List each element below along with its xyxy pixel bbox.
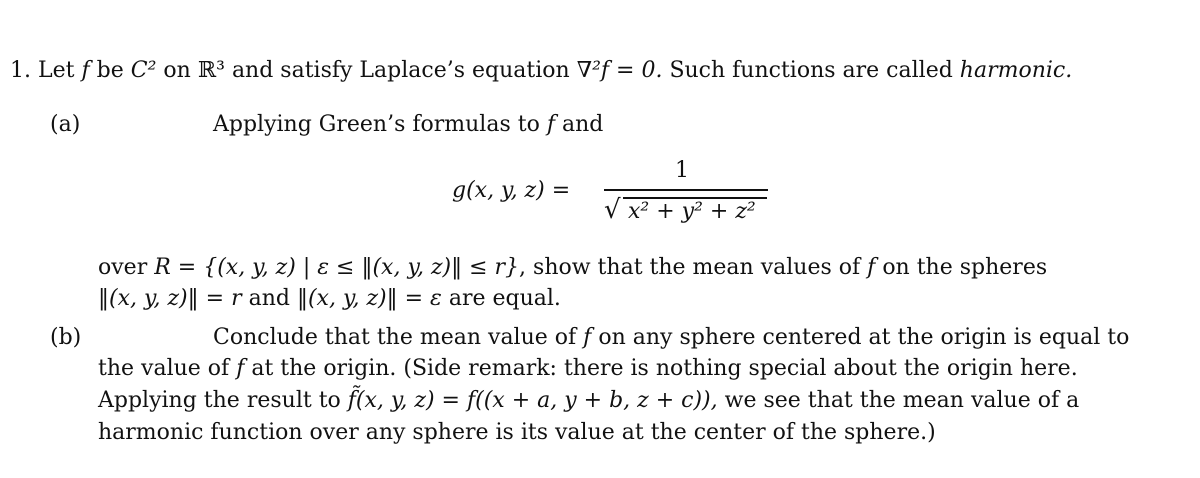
part-b-line-1 xyxy=(213,323,1129,353)
part-a-lead-and: and xyxy=(562,112,604,137)
are-equal-text: are equal. xyxy=(448,286,561,311)
symbol-f: f xyxy=(81,58,90,83)
part-b-l2a: the value of xyxy=(98,356,230,381)
intro-text-be: be xyxy=(96,58,124,83)
term-harmonic: harmonic. xyxy=(959,58,1073,83)
ftilde-equation: f̃(x, y, z) = f((x + a, y + b, z + c)), xyxy=(347,388,718,413)
intro-text-laplace: and satisfy Laplace’s equation xyxy=(231,58,570,83)
over-text: over xyxy=(98,255,148,280)
part-b-l3b: we see that the mean value of a xyxy=(724,388,1080,413)
problem-number: 1. xyxy=(10,58,31,83)
show-text: , show that the mean values of xyxy=(519,255,861,280)
fraction-bar xyxy=(604,189,768,191)
intro-text-let: Let xyxy=(38,58,75,83)
sqrt-symbol: √ xyxy=(604,195,621,225)
part-b-line-4: harmonic function over any sphere is its value at the center of the sphere.) xyxy=(98,420,936,445)
part-b-l1b: on any sphere centered at the origin is equal to xyxy=(598,325,1130,350)
part-a-lead xyxy=(213,110,603,140)
laplace-equation: ∇²f = 0. xyxy=(576,58,663,83)
intro-text-on: on xyxy=(163,58,191,83)
part-a-norm-line xyxy=(98,284,561,314)
part-a-region-line xyxy=(98,253,1047,283)
formula-numerator: 1 xyxy=(675,158,689,183)
symbol-f: f xyxy=(583,325,592,350)
part-b-line-3 xyxy=(98,386,1079,416)
intro-text-such: Such functions are called xyxy=(669,58,953,83)
and-text: and xyxy=(248,286,290,311)
norm-r: ‖(x, y, z)‖ = r xyxy=(98,286,242,311)
region-set: R = {(x, y, z) | ε ≤ ‖(x, y, z)‖ ≤ r} xyxy=(154,255,520,280)
part-b-line-2 xyxy=(98,354,1078,384)
problem-intro-line xyxy=(10,56,1072,86)
norm-eps: ‖(x, y, z)‖ = ε xyxy=(296,286,442,311)
part-b-l3a: Applying the result to xyxy=(98,388,341,413)
symbol-f: f xyxy=(546,112,555,137)
part-b-l2b: at the origin. (Side remark: there is nothing special about the origin here. xyxy=(251,356,1078,381)
spheres-text: on the spheres xyxy=(882,255,1048,280)
formula-lhs: g(x, y, z) = xyxy=(452,178,571,203)
part-b-label: (b) xyxy=(50,325,82,350)
symbol-r3: ℝ³ xyxy=(197,58,225,83)
symbol-f: f xyxy=(867,255,876,280)
symbol-c2: C² xyxy=(130,58,157,83)
symbol-f: f xyxy=(236,356,245,381)
formula-denominator: x² + y² + z² xyxy=(628,199,756,224)
part-a-lead-text: Applying Green’s formulas to xyxy=(213,112,540,137)
part-a-label: (a) xyxy=(50,112,81,137)
part-b-l1a: Conclude that the mean value of xyxy=(213,325,577,350)
